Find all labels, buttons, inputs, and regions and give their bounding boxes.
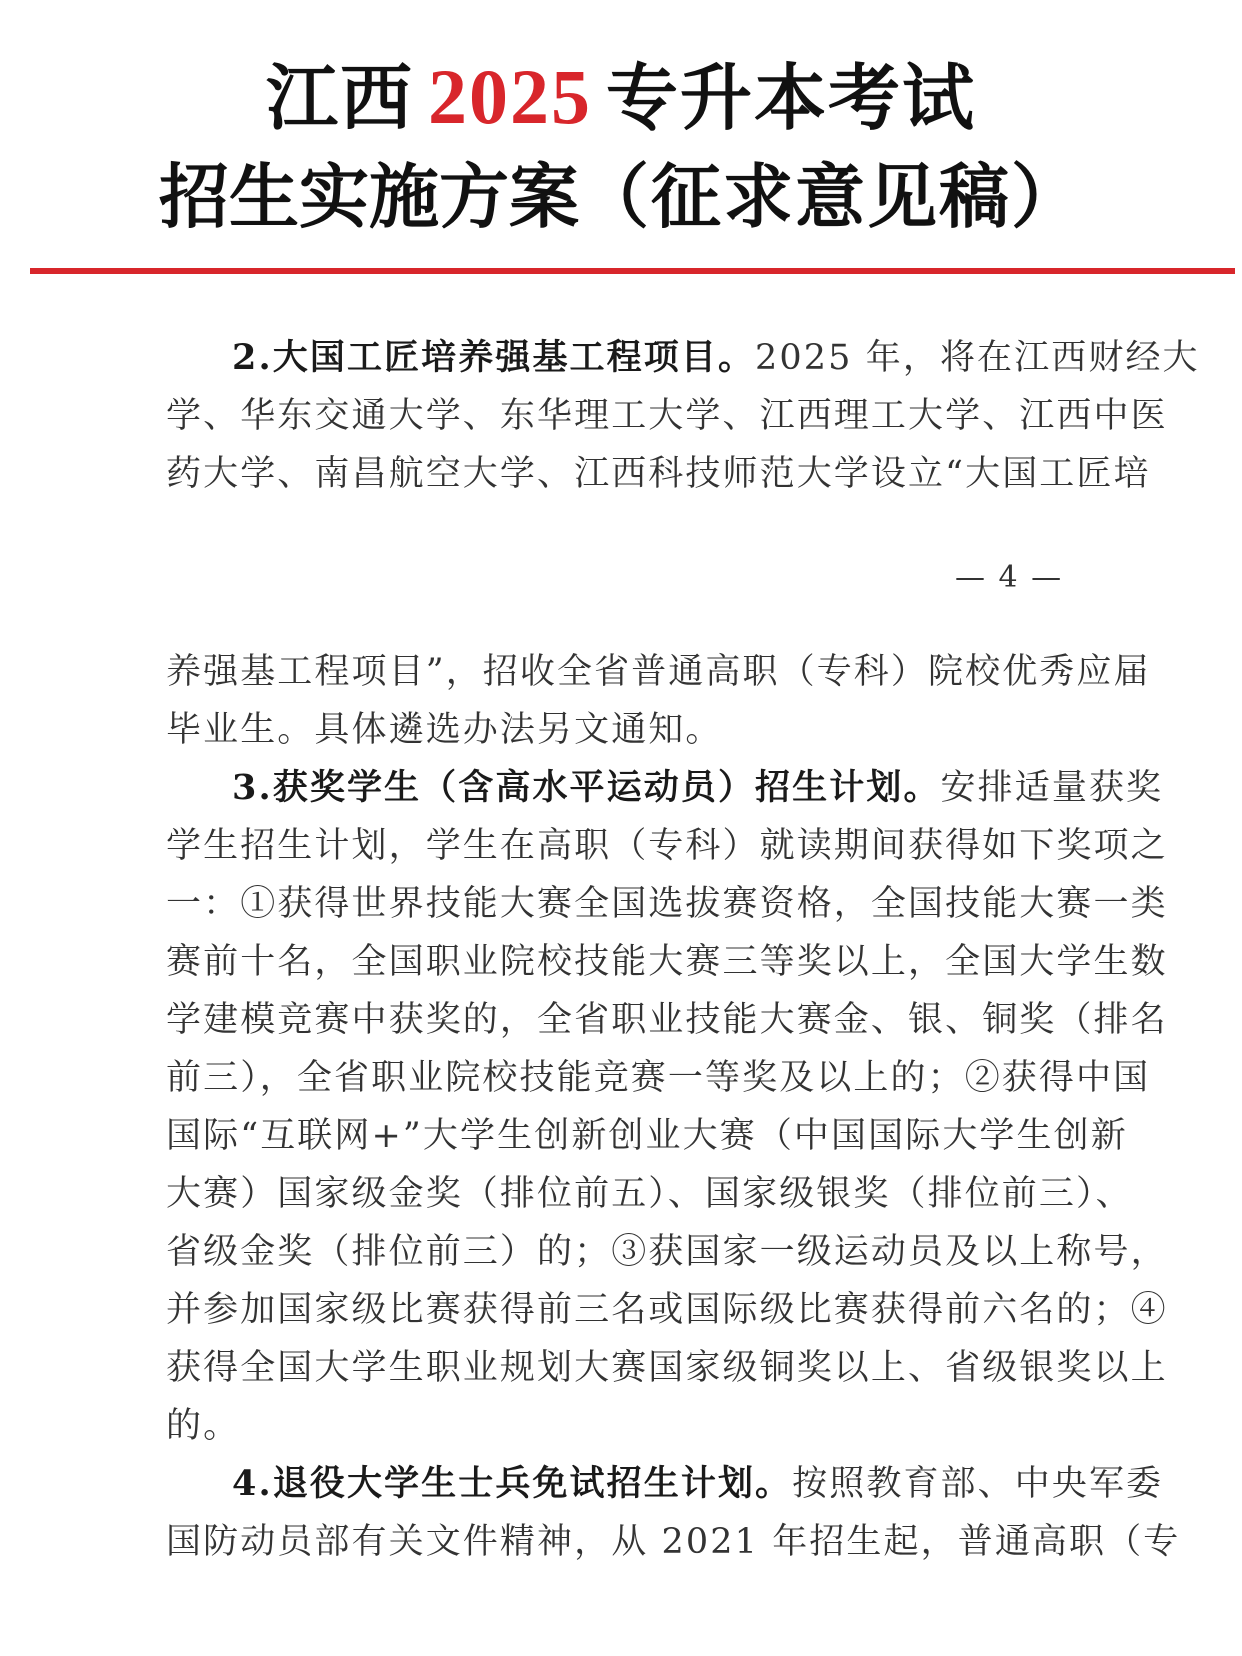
subtitle-paren: （征求意见稿） (579, 156, 1083, 238)
doc-line-18 (232, 1454, 1164, 1514)
doc-line-13: 大赛）国家级金奖（排位前五）、国家级银奖（排位前三）、 (166, 1174, 1133, 1214)
subtitle-highlight-text: 招生实施方案 (159, 156, 579, 238)
doc-line-16: 获得全国大学生职业规划大赛国家级铜奖以上、省级银奖以上 (166, 1348, 1168, 1388)
doc-line-17: 的。 (166, 1406, 241, 1446)
doc-line-6 (232, 758, 1164, 818)
doc-line-8: 一：①获得世界技能大赛全国选拔赛资格，全国技能大赛一类 (166, 884, 1168, 924)
title-prefix: 江西 (265, 56, 414, 140)
doc-line-11: 前三），全省职业院校技能竞赛一等奖及以上的；②获得中国 (166, 1058, 1151, 1098)
section-heading-2: 2.大国工匠培养强基工程项目。 (232, 337, 756, 378)
doc-line-14: 省级金奖（排位前三）的；③获国家一级运动员及以上称号， (166, 1232, 1168, 1272)
line-text: 2025 年，将在江西财经大 (755, 338, 1200, 378)
doc-line-3: 药大学、南昌航空大学、江西科技师范大学设立“大国工匠培 (166, 454, 1151, 494)
doc-line-5: 毕业生。具体遴选办法另文通知。 (166, 710, 723, 750)
title-year: 2025 (428, 53, 592, 140)
title-suffix: 专升本考试 (606, 56, 977, 140)
subtitle-highlight (159, 152, 579, 242)
doc-line-10: 学建模竞赛中获奖的，全省职业技能大赛金、银、铜奖（排名 (166, 1000, 1168, 1040)
doc-line-12: 国际“互联网+”大学生创新创业大赛（中国国际大学生创新 (166, 1116, 1128, 1156)
section-heading-4: 4.退役大学生士兵免试招生计划。 (232, 1463, 793, 1504)
doc-line-4: 养强基工程项目”，招收全省普通高职（专科）院校优秀应届 (166, 652, 1151, 692)
doc-line-15: 并参加国家级比赛获得前三名或国际级比赛获得前六名的；④ (166, 1290, 1168, 1330)
line-text: 按照教育部、中央军委 (792, 1464, 1164, 1504)
page-number: — 4 — (955, 560, 1064, 595)
title-banner (0, 0, 1242, 260)
section-heading-3: 3.获奖学生（含高水平运动员）招生计划。 (232, 767, 941, 808)
doc-line-9: 赛前十名，全国职业院校技能大赛三等奖以上，全国大学生数 (166, 942, 1168, 982)
doc-line-2: 学、华东交通大学、东华理工大学、江西理工大学、江西中医 (166, 396, 1168, 436)
line-text: 安排适量获奖 (940, 768, 1164, 808)
doc-line-1 (232, 328, 1200, 388)
main-title (0, 52, 1242, 143)
subtitle (0, 152, 1242, 242)
red-divider (30, 268, 1235, 274)
doc-line-7: 学生招生计划，学生在高职（专科）就读期间获得如下奖项之 (166, 826, 1168, 866)
doc-line-19: 国防动员部有关文件精神，从 2021 年招生起，普通高职（专 (166, 1522, 1181, 1562)
